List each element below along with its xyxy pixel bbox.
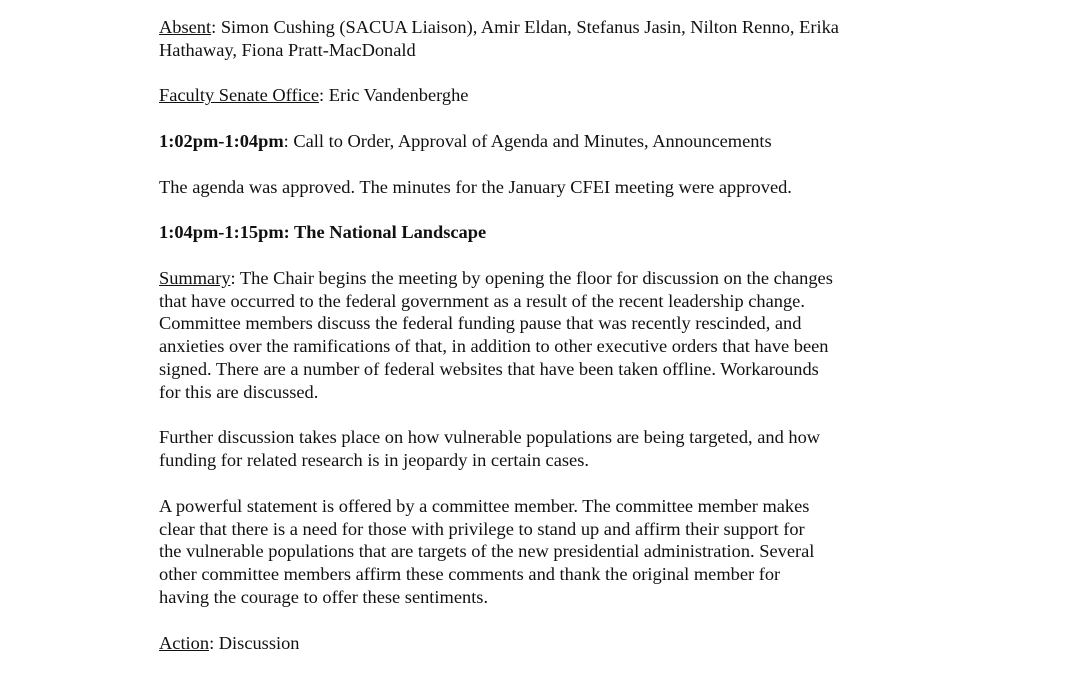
agenda-heading-national-landscape: 1:04pm-1:15pm: The National Landscape [159,222,487,243]
agenda-text-1: : Call to Order, Approval of Agenda and Minutes, Announcements [283,130,772,151]
agenda-time-1: 1:02pm-1:04pm [159,130,284,151]
further-discussion-paragraph: Further discussion takes place on how vulnerable populations are being targeted, and how funding for related research is in jeopardy in certain cases. [159,427,821,471]
document-page [159,16,949,677]
summary-label: Summary [159,267,231,288]
powerful-statement-paragraph: A powerful statement is offered by a committee member. The committee member makes clear that there is a need for those with privilege to stand up and affirm their support for the vulnerable populations that are targets of the new presidential administration. Several other committee members affirm these comments and thank the original member for having the courage to offer these sentiments. [159,495,815,607]
approval-paragraph: The agenda was approved. The minutes for the January CFEI meeting were approved. [159,176,792,197]
action-paragraph [159,632,949,655]
faculty-senate-office-paragraph [159,84,949,107]
absent-label: Absent [159,17,212,37]
absent-paragraph [159,16,949,62]
agenda-item-call-to-order [159,130,949,153]
summary-paragraph [159,267,949,404]
summary-text: : The Chair begins the meeting by opening the floor for discussion on the changes that have occurred to the federal government as a result of the recent leadership change. Committee members discuss the federal funding pause that was recently rescinded, and anxieties over the ramifications of that, in addition to other executive orders that have been signed. There are a number of federal websites that have been taken offline. Workarounds for this are discussed. [159,267,833,402]
faculty-senate-office-label: Faculty Senate Office [159,85,320,106]
action-label: Action [159,632,210,653]
absent-list: : Simon Cushing (SACUA Liaison), Amir Eldan, Stefanus Jasin, Nilton Renno, Erika Hathaway, Fiona Pratt-MacDonald [159,17,839,60]
action-text: : Discussion [209,632,300,653]
faculty-senate-office-name: : Eric Vandenberghe [319,85,469,106]
